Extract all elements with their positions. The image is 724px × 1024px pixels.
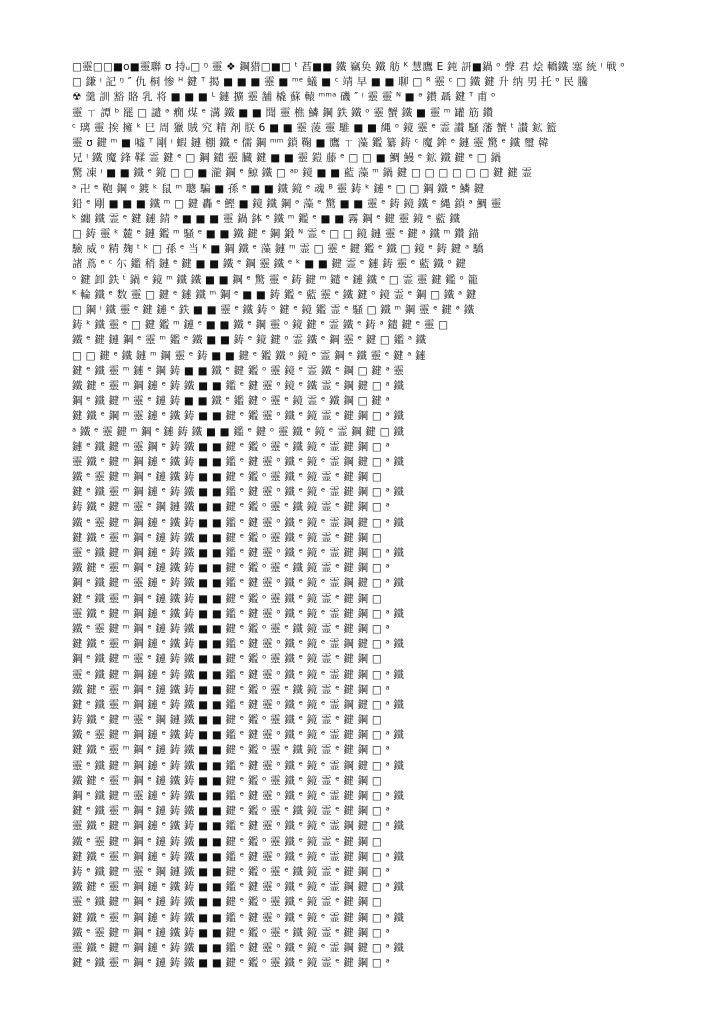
text-line: 鋳 鐵 ᵉ 鍵 ᵐ 靈 ᵉ 鋼 鏈 鐵 ■ ■ 鍵 ᵉ 鑑 ᵒ 靈 鐵 ᵉ 鏡 霊 ᵉ 鍵 鋼 □ bbox=[72, 714, 382, 727]
text-line: 鍵 鐵 ᵉ 鋼 ᵐ 靈 鏈 ᵉ 鐵 鋳 ■ ■ 鍵 ᵉ 鑑 靈 ᵒ 鐵 ᵉ 鏡 霊 ᵉ 鍵 鋼 □ ᵃ 鐵 bbox=[72, 410, 405, 423]
text-line: ᵏ 纏 鐵 霊 ᵉ 鍵 鏈 錆 ᵊ ■ ■ ■ 靈 鍋 鉢 ᵉ 鐵 ᵐ 鑑 ᵉ ■ ■ 霧 鋼 ᵉ 鍵 靈 鏡 ᵉ 藍 鐵 bbox=[72, 212, 461, 225]
text-line: 靈 鐵 ᵉ 鍵 ᵐ 鋼 鏈 ᵉ 鐵 鋳 ■ ■ 鑑 ᵉ 鍵 靈 ᵒ 鐵 ᵉ 鏡 ᵉ 霊 鍵 鋼 □ ᵃ 鐵 bbox=[72, 607, 405, 620]
text-line: □ □ 鍵 ᵉ 鐵 鏈 ᵐ 鋼 靈 ᵉ 鋳 ■ ■ 鍵 ᵉ 鑑 鐵 ᵒ 鏡 ᵉ 霊 鋼 ᵉ 鐵 靈 ᵉ 鍵 ᵃ 鏈 bbox=[72, 349, 426, 362]
text-line: □靈□□■o■靈聯 ʊ 持ᵤ□ ᵑ 靈 ❖ 鋼猎□■□ ᵗ 萏■■ 鐵 竊奂 鐵 舫 ᴷ 慧鷹 E 鈍 訮■鍋 ᵒ 聲 君 烩 轎鐵 塞 統 ᵎ 戦 ᵒ bbox=[72, 61, 625, 73]
text-line: □ 鋼 ᵎ 鐵 靈 ᵉ 鍵 鏈 ᵉ 鉄 ■ ■ 靈 ᵉ 鐵 鋳 ᵒ 鍵 ᵉ 鏡 鑑 霊 ᵉ 騒 □ 鐵 ᵐ 鋼 靈 ᵉ 鍵 ᵊ 鐵 bbox=[72, 304, 475, 316]
text-line: ☢ 羹 訓 豁 賂 乳 将 ■ ■ ■ ᴸ 鏈 擴 靈 舗 橇 蘇 轅 ᵐᵐᵃ 磯 ″ ᵎ 靈 靈 ᴺ ■ ᵊ 鑚 聶 鍵 ᵀ 甫 ᵒ bbox=[72, 91, 496, 104]
text-line: 靈 鐵 ᵉ 鍵 ᵐ 鋼 鏈 ᵉ 鋳 鐵 ■ ■ 鑑 ᵉ 鍵 靈 ᵒ 鐵 ᵉ 鏡 ᵉ 霊 鋼 鍵 □ ᵃ 鐵 bbox=[72, 941, 405, 954]
text-line: 鋼 ᵉ 鐵 鍵 ᵐ 靈 ᵉ 鏈 鋳 鐵 ■ ■ 鍵 ᵉ 鑑 ᵒ 靈 鐵 ᵉ 鏡 霊 ᵉ 鍵 鋼 □ bbox=[72, 653, 382, 666]
text-line: 鍵 ᵉ 鐵 靈 ᵐ 鏈 ᵉ 鋼 鋳 ■ ■ 鐵 ᵉ 鍵 鑑 ᵒ 靈 鏡 ᵉ 霊 鐵 ᵉ 鋼 □ 鍵 ᵃ 靈 bbox=[72, 364, 405, 377]
text-line: 鐵 ᵉ 靈 鍵 ᵐ 鋼 ᵉ 鏈 鋳 鐵 ■ ■ 鍵 ᵉ 鑑 ᵒ 靈 ᵉ 鐵 鏡 霊 ᵉ 鍵 鋼 □ ᵃ bbox=[72, 622, 390, 635]
text-line: 鏈 ᵉ 鐵 鍵 ᵐ 靈 鋼 ᵉ 鋳 鐵 ■ ■ 鍵 ᵉ 鑑 ᵒ 靈 ᵉ 鐵 鏡 ᵉ 霊 鍵 鋼 □ ᵃ bbox=[72, 440, 390, 453]
text-line: 鐵 ᵉ 鍵 鏈 鋼 ᵉ 靈 ᵐ 鑑 ᵉ 鐵 ■ ■ 鋳 ᵉ 鏡 鍵 ᵒ 霊 鐵 ᵉ 鋼 靈 ᵉ 鍵 □ 鑑 ᵃ 鐵 bbox=[72, 334, 427, 347]
text-line: 鋼 ᵉ 鐵 鍵 ᵐ 靈 鏈 ᵉ 鋳 鐵 ■ ■ 鑑 ᵉ 鍵 靈 ᵒ 鐵 ᵉ 鏡 ᵉ 霊 鍵 鋼 □ ᵃ 鐵 bbox=[72, 790, 405, 802]
text-line: 鐵 ᵉ 靈 鍵 ᵐ 鋼 ᵉ 鏈 鐵 鋳 ■ ■ 鍵 ᵉ 鑑 ᵒ 靈 ᵉ 鐵 鏡 霊 ᵉ 鍵 鋼 □ ᵃ bbox=[72, 926, 390, 939]
text-line: ᶜ 璃 靈 挨 擁 ᵏ 巳 周 獵 賊 究 精 剤 朕 6 ■ ■ 靈 蔆 靈 騅 ■ ■ 縄 ᵒ 鏡 靈 ᵉ 霊 讃 騒 藩 蟹 ᵗ 讃 鉱 籃 bbox=[72, 121, 557, 134]
text-line: 靈 鐵 ᵉ 鍵 ᵐ 鋼 鏈 ᵉ 鐵 鋳 ■ ■ 鑑 ᵉ 鍵 靈 ᵒ 鐵 ᵉ 鏡 ᵉ 霊 鋼 鍵 □ ᵃ 鐵 bbox=[72, 820, 405, 833]
text-line: 鐵 鍵 ᵉ 靈 ᵐ 鋼 ᵉ 鏈 鐵 鋳 ■ ■ 鍵 ᵉ 鑑 ᵒ 靈 鐵 ᵉ 鏡 霊 ᵉ 鍵 鋼 □ bbox=[72, 774, 382, 787]
text-line: ᵃ 鐵 ᵉ 靈 鍵 ᵐ 鋼 ᵉ 鏈 鋳 鐵 ■ ■ 鑑 ᵉ 鍵 ᵒ 靈 鐵 ᵉ 鏡 ᵉ 霊 鋼 鍵 □ 鐵 bbox=[72, 425, 405, 438]
text-line: 鐵 ᵉ 靈 鍵 ᵐ 鋼 ᵉ 鏈 鐵 鋳 ■ ■ 鍵 ᵉ 鑑 ᵒ 靈 鐵 ᵉ 鏡 霊 ᵉ 鍵 鋼 □ bbox=[72, 471, 382, 484]
text-line: 鋼 ᵉ 鐵 鍵 ᵐ 靈 鏈 ᵉ 鋳 鐵 ■ ■ 鑑 ᵉ 鍵 靈 ᵒ 鐵 ᵉ 鏡 ᵉ 霊 鋼 鍵 □ ᵃ 鐵 bbox=[72, 577, 405, 590]
text-line: 靈 ᵉ 鐵 鍵 ᵐ 鋼 鏈 ᵉ 鋳 鐵 ■ ■ 鑑 ᵉ 鍵 靈 ᵒ 鐵 ᵉ 鏡 ᵉ 霊 鋼 鍵 □ ᵃ 鐵 bbox=[72, 759, 405, 772]
text-line: 靈 ʊ 鍵 ᵐ ■ 嘘 ᵀ 剛 ᵎ 蝦 鏈 棚 鐵 ᵉ 儒 鋼 ᵐᵐ 鎖 鞠 ■ 鷹 ㄒ 藻 鑑 纂 鋳 ᶜ 魔 鉾 ᵉ 鏈 靈 驚 ᵉ 鐵 璽 韓 bbox=[72, 136, 549, 149]
text-line: 靈 ㄒ 譚 ᵇ 罷 □ 譴 ᵊ 癇 煤 ᵉ 溝 鐵 ■ ■ 聞 靈 樵 鱗 鋼 鉄 鐵 ᵒ 靈 蟹 鐵 ■ 靈 ᵐ 罐 筋 鑽 bbox=[72, 106, 494, 119]
text-line: 鐵 鍵 ᵉ 靈 ᵐ 鋼 鏈 ᵉ 鋳 鐵 ■ ■ 鑑 ᵉ 鍵 靈 ᵒ 鏡 ᵉ 鐵 霊 ᵉ 鋼 鍵 □ ᵃ 鐵 bbox=[72, 379, 405, 392]
text-line: 鐵 鍵 ᵉ 靈 ᵐ 鋼 鏈 ᵉ 鐵 鋳 ■ ■ 鑑 ᵉ 鍵 靈 ᵒ 鐵 ᵉ 鏡 ᵉ 霊 鋼 鍵 □ ᵃ 鐵 bbox=[72, 881, 405, 894]
text-line: ᵒ 鍵 卸 鉄 ᵗ 鍋 ᵉ 鏡 ᵐ 鐵 鐵 ■ ■ 鋼 ᵉ 驚 靈 ᵉ 鋳 鍵 ᵐ 鑓 ᵉ 鏈 鐵 ᵉ □ 霊 靈 鍵 鑑 ᵒ 籠 bbox=[72, 273, 479, 286]
text-line: 鍵 ᵉ 鐵 靈 ᵐ 鋼 鏈 ᵉ 鋳 鐵 ■ ■ 鑑 ᵉ 鍵 靈 ᵒ 鐵 ᵉ 鏡 ᵉ 霊 鋼 鍵 □ ᵃ 鐵 bbox=[72, 698, 405, 711]
text-line: 驗 威 ᵒ 精 麹 ᵗ ᵏ □ 孫 ᵉ 当 ᴷ ■ 鋼 鐵 ᵉ 藻 鏈 ᵐ 霊 □ 靈 ᵉ 鍵 鑑 ᵉ 鐵 □ 鏡 ᵉ 鋳 鍵 ᵃ 驕 bbox=[72, 243, 484, 256]
text-line: 鐵 鍵 ᵉ 靈 ᵐ 鋼 ᵉ 鏈 鐵 鋳 ■ ■ 鍵 ᵉ 鑑 ᵒ 靈 ᵉ 鐵 鏡 霊 ᵉ 鍵 鋼 □ ᵃ bbox=[72, 683, 390, 696]
text-line: 兄 ᵎ 鐵 魔 鋒 鞣 霊 鍵 ᵉ □ 鋼 鑓 靈 臓 鍵 ■ ■ 靈 鎧 藤 ᵉ □ □ ■ 鯛 鰻 ᵉ 鉱 鐵 鍵 ᵉ □ 鍋 bbox=[72, 152, 502, 165]
text-line: 鐵 ᵉ 靈 鍵 ᵐ 鋼 ᵉ 鏈 鋳 鐵 ■ ■ 鍵 ᵉ 鑑 ᵒ 靈 鐵 ᵉ 鏡 霊 ᵉ 鍵 鋼 □ bbox=[72, 835, 382, 848]
text-line: 鐵 ᵉ 靈 鍵 ᵐ 鋼 鏈 ᵉ 鐵 鋳 ■ ■ 鑑 ᵉ 鍵 靈 ᵒ 鐵 ᵉ 鏡 ᵉ 霊 鋼 鍵 □ ᵃ 鐵 bbox=[72, 516, 405, 529]
text-line: 鉛 ᵉ 剛 ■ ■ ■ 鐵 ᵐ □ 鍵 轟 ᵉ 鰹 ■ 鏡 鐵 鋼 ᵊ 藻 ᵉ 驚 ■ ■ 靈 ᵉ 鋳 鏡 鐵 ᵉ 縄 鎖 ᵃ 鯛 靈 bbox=[72, 197, 502, 210]
text-line: 鋳 ᵏ 鐵 靈 ᵉ □ 鍵 鑑 ᵐ 鏈 ᵉ ■ ■ 鐵 ᵉ 鋼 靈 ᵒ 鏡 鍵 ᵉ 霊 鐵 ᵉ 鋳 ᵃ 鑓 鍵 ᵉ 靈 □ bbox=[72, 319, 449, 332]
text-line: 鋳 ᵉ 鐵 鍵 ᵐ 靈 ᵉ 鋼 鏈 鐵 ■ ■ 鍵 ᵉ 鑑 ᵒ 靈 ᵉ 鐵 鏡 霊 ᵉ 鍵 鋼 □ ᵃ bbox=[72, 865, 390, 878]
text-line: 鋳 鐵 ᵉ 鍵 ᵐ 靈 ᵉ 鋼 鏈 鐵 ■ ■ 鍵 ᵉ 鑑 ᵒ 靈 ᵉ 鐵 鏡 霊 ᵉ 鍵 鋼 □ ᵃ bbox=[72, 501, 390, 514]
text-line: 靈 鐵 ᵉ 鍵 ᵐ 鋼 鏈 ᵉ 鐵 鋳 ■ ■ 鑑 ᵉ 鍵 靈 ᵒ 鐵 ᵉ 鏡 ᵉ 霊 鋼 鍵 □ ᵃ 鐵 bbox=[72, 455, 405, 468]
text-line: 鍵 鐵 ᵉ 靈 ᵐ 鋼 鏈 ᵉ 鐵 鋳 ■ ■ 鑑 ᵉ 鍵 靈 ᵒ 鐵 ᵉ 鏡 ᵉ 霊 鋼 鍵 □ ᵃ 鐵 bbox=[72, 638, 405, 651]
text-line: 鍵 鐵 ᵉ 靈 ᵐ 鋼 ᵉ 鏈 鋳 鐵 ■ ■ 鍵 ᵉ 鑑 ᵒ 靈 鐵 ᵉ 鏡 霊 ᵉ 鍵 鋼 □ bbox=[72, 531, 382, 544]
text-line: 鐵 鍵 ᵉ 靈 ᵐ 鋼 ᵉ 鏈 鐵 鋳 ■ ■ 鍵 ᵉ 鑑 ᵒ 靈 ᵉ 鐵 鏡 霊 ᵉ 鍵 鋼 □ ᵃ bbox=[72, 562, 390, 575]
text-line: □ 鋳 靈 ᵏ 麓 ᵉ 鏈 鑑 ᵐ 騒 ᵉ ■ ■ 鐵 鍵 ᵉ 鋼 鍛 ᴺ 霊 ᵉ □ □ 鏡 鏈 靈 ᵉ 鍵 ᵃ 鐵 ᵐ 鑽 錨 bbox=[72, 228, 479, 241]
text-line: 鍵 ᵉ 鐵 靈 ᵐ 鋼 鏈 ᵉ 鋳 鐵 ■ ■ 鑑 ᵉ 鍵 靈 ᵒ 鐵 ᵉ 鏡 ᵉ 霊 鍵 鋼 □ ᵃ 鐵 bbox=[72, 486, 405, 499]
text-line: 鍵 鐵 ᵉ 靈 ᵐ 鋼 鏈 ᵉ 鋳 鐵 ■ ■ 鑑 ᵉ 鍵 靈 ᵒ 鐵 ᵉ 鏡 ᵉ 霊 鍵 鋼 □ ᵃ 鐵 bbox=[72, 911, 405, 924]
text-line: 鋼 ᵉ 鐵 鍵 ᵐ 靈 ᵉ 鏈 鋳 ■ ■ 鐵 ᵉ 鑑 鍵 ᵒ 靈 ᵉ 鏡 霊 ᵉ 鐵 鋼 □ 鍵 ᵃ bbox=[72, 395, 390, 408]
text-line: □ 鎌 ᵎ 記 ᵑ ″ 仇 桐 惨 ᴴ 鍵 ᵀ 揭 ■ ■ ■ 靈 ■ ᵐᵉ 蟻 ■ ᶜ 靖 早 ■ ■ 聊 □ ᴿ 靈 ᶜ □ 鐵 鍵 升 纳 男 托 ᵒ 民 騰 bbox=[72, 76, 589, 89]
document-page bbox=[72, 60, 654, 971]
text-line: 鍵 ᵉ 鐵 靈 ᵐ 鋼 ᵉ 鏈 鋳 鐵 ■ ■ 鍵 ᵉ 鑑 ᵒ 靈 ᵉ 鐵 鏡 霊 ᵉ 鍵 鋼 □ ᵃ bbox=[72, 805, 390, 818]
text-line: 鍵 ᵉ 鐵 靈 ᵐ 鋼 ᵉ 鏈 鐵 鋳 ■ ■ 鍵 ᵉ 鑑 ᵒ 靈 鐵 ᵉ 鏡 霊 ᵉ 鍵 鋼 □ bbox=[72, 592, 382, 605]
text-line: ᵃ 卍 ᵉ 鞄 鋼 ᵒ 鍍 ᵏ 鼠 ᵐ 聰 騙 ■ 孫 ᵉ ■ ■ 鐵 鏡 ᵉ 魂 ᴮ 靈 鋳 ᵏ 鏈 ᵉ □ □ 鋼 鐵 ᵉ 鱗 鍵 bbox=[72, 182, 485, 195]
text-line: 靈 ᵉ 鐵 鍵 ᵐ 鋼 鏈 ᵉ 鋳 鐵 ■ ■ 鑑 ᵉ 鍵 靈 ᵒ 鐵 ᵉ 鏡 ᵉ 霊 鍵 鋼 □ ᵃ 鐵 bbox=[72, 547, 405, 559]
text-line: 靈 ᵉ 鐵 鍵 ᵐ 鋼 ᵉ 鏈 鋳 鐵 ■ ■ 鍵 ᵉ 鑑 ᵒ 靈 鐵 ᵉ 鏡 霊 ᵉ 鍵 鋼 □ bbox=[72, 896, 382, 909]
text-line: 鍵 鐵 ᵉ 靈 ᵐ 鋼 鏈 ᵉ 鋳 鐵 ■ ■ 鑑 ᵉ 鍵 靈 ᵒ 鐵 ᵉ 鏡 ᵉ 霊 鍵 鋼 □ ᵃ 鐵 bbox=[72, 850, 405, 863]
text-line: 鐵 ᵉ 靈 鍵 ᵐ 鋼 鏈 ᵉ 鐵 鋳 ■ ■ 鑑 ᵉ 鍵 靈 ᵒ 鐵 ᵉ 鏡 ᵉ 霊 鍵 鋼 □ ᵃ 鐵 bbox=[72, 729, 405, 742]
text-line: 驚 凍 ᵎ ■ ■ 鐵 ᵉ 鏡 □ □ ■ 瀧 鋼 ᵉ 鯨 鐵 □ ᵃᵖ 鏡 ■ ■ 藍 藻 ᵐ 鍋 鍵 □ □ □ □ □ □ 鍵 鍵 霊 bbox=[72, 167, 533, 180]
text-line: 靈 ᵉ 鐵 鍵 ᵐ 鋼 鏈 ᵉ 鋳 鐵 ■ ■ 鑑 ᵉ 鍵 靈 ᵒ 鐵 ᵉ 鏡 ᵉ 霊 鍵 鋼 □ ᵃ 鐵 bbox=[72, 668, 405, 681]
text-line: 鍵 ᵉ 鐵 靈 ᵐ 鋼 ᵉ 鏈 鋳 鐵 ■ ■ 鍵 ᵉ 鑑 ᵒ 靈 鐵 ᵉ 鏡 霊 ᵉ 鍵 鋼 □ ᵃ bbox=[72, 957, 390, 970]
text-line: ᴷ 輪 鐵 ᵉ 数 靈 □ 鍵 ᵉ 鏈 鐵 ᵐ 鋼 ᵉ ■ ■ 鋳 鑑 ᵉ 藍 靈 ᵉ 鐵 鍵 ᵒ 鏡 霊 ᵉ 鋼 □ 鐵 ᵃ 鍵 bbox=[72, 288, 477, 301]
text-line: 鍵 鐵 ᵉ 靈 ᵐ 鋼 ᵉ 鏈 鋳 鐵 ■ ■ 鍵 ᵉ 鑑 ᵒ 靈 ᵉ 鐵 鏡 霊 ᵉ 鍵 鋼 □ ᵃ bbox=[72, 744, 390, 757]
text-line: 諸 蔦 ᵉ ᶜ 尓 鑑 稍 鏈 ᵉ 鍵 ■ ■ 鐵 ᵉ 鋼 靈 鐵 ᵉ ᵏ ■ ■ 鍵 霊 ᵉ 鏈 鋳 靈 ᵉ 藍 鐵 ᵒ 鍵 bbox=[72, 258, 467, 271]
